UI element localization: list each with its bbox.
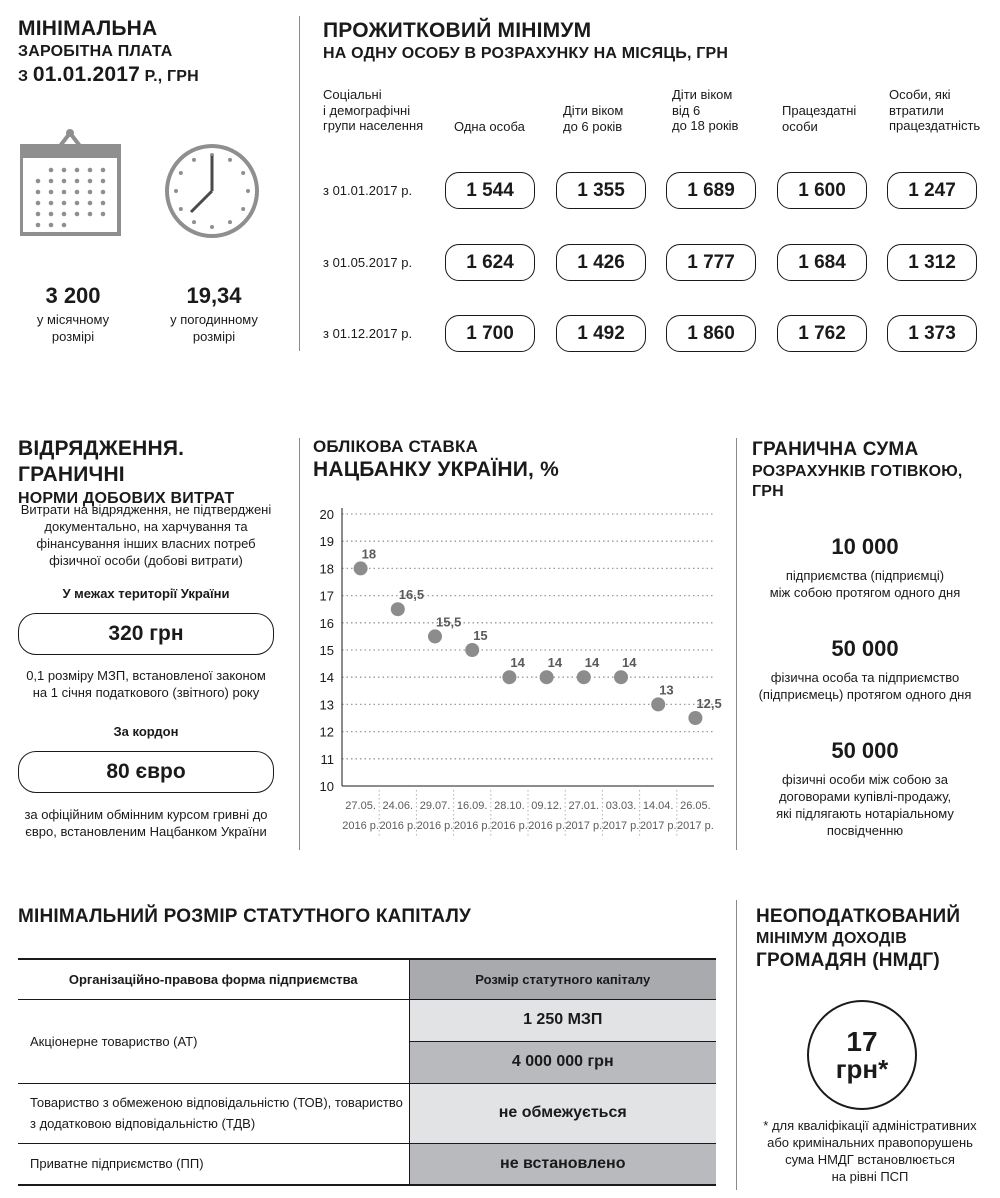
x-tick-label: 27.01.: [568, 800, 600, 812]
table-cell: не встановлено: [409, 1143, 716, 1185]
y-tick-label: 10: [319, 779, 334, 794]
ndmg-title: НЕОПОДАТКОВАНИЙ МІНІМУМ ДОХОДІВ ГРОМАДЯН (НМДГ): [756, 906, 961, 971]
value-pill: 1 600: [777, 172, 867, 209]
abroad-note: за офіційним обмінним курсом гривні до євро, встановленим Нацбанком України: [24, 807, 268, 839]
cash-title: ГРАНИЧНА СУМА РОЗРАХУНКІВ ГОТІВКОЮ, ГРН: [752, 439, 963, 500]
abroad-value: 80 євро: [18, 751, 274, 793]
monthly-wage: 3 200 у місячному розмірі: [36, 283, 110, 344]
x-tick-label: 09.12.: [531, 800, 562, 812]
table-row: [18, 999, 716, 1041]
x-tick-label: 2016 р.: [528, 820, 565, 832]
y-tick-label: 15: [319, 643, 334, 658]
cash-item: 50 000 фізичні особи між собою за договорами купівлі-продажу, які підлягають нотаріальному посвідченню: [776, 738, 954, 838]
cash-item: 50 000 фізична особа та підприємство (підприємець) протягом одного дня: [758, 636, 972, 702]
value-pill: 1 247: [887, 172, 977, 209]
data-point: [688, 711, 702, 725]
row-date: з 01.05.2017 р.: [323, 255, 413, 270]
table-cell: Товариство з обмеженою відповідальністю (ТОВ), товариство з додатковою відповідальністю (ТДВ): [18, 1083, 409, 1143]
y-tick-label: 18: [319, 561, 334, 577]
domestic-note: 0,1 розміру МЗП, встановленої законом на 1 січня податкового (звітного) року: [26, 668, 266, 700]
data-point: [651, 697, 665, 711]
hourly-wage: 19,34 у погодинному розмірі: [170, 283, 258, 344]
value-pill: 1 684: [777, 244, 867, 281]
data-label: 16,5: [398, 587, 425, 603]
travel-title: ВІДРЯДЖЕННЯ. ГРАНИЧНІ НОРМИ ДОБОВИХ ВИТРАТ: [18, 437, 235, 507]
divider: [736, 438, 737, 850]
min-wage-title: МІНІМАЛЬНА ЗАРОБІТНА ПЛАТА З 01.01.2017 Р., ГРН: [18, 17, 199, 87]
capital-title: МІНІМАЛЬНИЙ РОЗМІР СТАТУТНОГО КАПІТАЛУ: [18, 906, 472, 927]
subsistence-header-workers: Працездатні особи: [782, 103, 857, 134]
divider: [736, 900, 737, 1190]
x-tick-label: 27.05.: [345, 800, 376, 812]
data-point: [614, 670, 628, 684]
abroad-label: За кордон: [113, 724, 179, 739]
table-cell: Приватне підприємство (ПП): [18, 1143, 409, 1185]
capital-table: [18, 958, 716, 1186]
subsistence-header-group: Соціальні і демографічні групи населення: [323, 87, 424, 134]
value-pill: 1 762: [777, 315, 867, 352]
ndmg-note: * для кваліфікації адміністративних або кримінальних правопорушень сума НМДГ встановлюється на рівні ПСП: [763, 1118, 977, 1184]
table-cell: 4 000 000 грн: [409, 1041, 716, 1083]
subsistence-header-adult: Одна особа: [454, 119, 525, 134]
x-tick-label: 29.07.: [419, 800, 451, 812]
x-tick-label: 28.10.: [494, 800, 525, 812]
data-point: [354, 561, 368, 575]
data-point: [428, 629, 442, 643]
calendar-icon: [20, 128, 122, 238]
table-row: [18, 1083, 716, 1143]
value-pill: 1 312: [887, 244, 977, 281]
data-point: [540, 670, 554, 684]
x-tick-label: 14.04.: [642, 800, 674, 812]
table-header-row: [18, 959, 716, 999]
data-point: [465, 643, 479, 657]
data-point: [502, 670, 516, 684]
data-point: [577, 670, 591, 684]
table-cell: не обмежується: [409, 1083, 716, 1143]
subsistence-title: ПРОЖИТКОВИЙ МІНІМУМ НА ОДНУ ОСОБУ В РОЗРАХУНКУ НА МІСЯЦЬ, ГРН: [323, 19, 729, 63]
table-header: Розмір статутного капіталу: [409, 959, 716, 999]
table-row: [18, 1143, 716, 1185]
y-tick-label: 12: [319, 724, 334, 740]
subsistence-header-kids18: Діти віком від 6 до 18 років: [672, 87, 739, 134]
x-tick-label: 03.03.: [605, 800, 637, 812]
data-label: 13: [659, 682, 674, 698]
ndmg-badge: 17 грн*: [807, 1000, 917, 1110]
y-tick-label: 17: [319, 588, 334, 604]
row-date: з 01.12.2017 р.: [323, 326, 413, 341]
value-pill: 1 355: [556, 172, 646, 209]
x-tick-label: 2016 р.: [491, 820, 528, 832]
x-tick-label: 26.05.: [680, 800, 711, 812]
chart-title: ОБЛІКОВА СТАВКА НАЦБАНКУ УКРАЇНИ, %: [313, 437, 559, 482]
x-tick-label: 2017 р.: [677, 820, 714, 832]
x-tick-label: 2016 р.: [342, 820, 379, 832]
y-tick-label: 19: [319, 534, 334, 550]
value-pill: 1 860: [666, 315, 756, 352]
subsistence-header-disabled: Особи, які втратили працездатність: [889, 87, 981, 134]
y-tick-label: 11: [320, 751, 334, 767]
table-header: Організаційно-правова форма підприємства: [18, 959, 409, 999]
divider: [299, 16, 300, 351]
y-tick-label: 14: [319, 670, 334, 686]
data-point: [391, 602, 405, 616]
data-label: 15: [473, 628, 488, 643]
y-tick-label: 16: [319, 615, 334, 631]
table-cell: Акціонерне товариство (АТ): [18, 999, 409, 1083]
discount-rate-chart: [300, 495, 730, 855]
value-pill: 1 544: [445, 172, 535, 209]
x-tick-label: 2017 р.: [602, 820, 640, 832]
data-label: 15,5: [436, 614, 462, 630]
x-tick-label: 2017 р.: [639, 820, 677, 832]
x-tick-label: 2016 р.: [379, 820, 417, 832]
value-pill: 1 492: [556, 315, 646, 352]
travel-description: Витрати на відрядження, не підтверджені документально, на харчування та фінансування інших власних потреб фізичної особи (добові витрати): [20, 502, 272, 568]
x-tick-label: 2017 р.: [565, 820, 603, 832]
row-date: з 01.01.2017 р.: [323, 183, 413, 198]
data-label: 18: [361, 546, 377, 562]
domestic-value: 320 грн: [18, 613, 274, 655]
value-pill: 1 624: [445, 244, 535, 281]
data-label: 12,5: [696, 696, 722, 711]
domestic-label: У межах території України: [62, 586, 230, 601]
value-pill: 1 426: [556, 244, 646, 281]
table-cell: 1 250 МЗП: [409, 999, 716, 1041]
x-tick-label: 2016 р.: [453, 820, 491, 832]
x-tick-label: 16.09.: [456, 800, 488, 812]
x-tick-label: 24.06.: [382, 800, 414, 812]
y-tick-label: 20: [319, 507, 334, 522]
clock-icon: [163, 142, 261, 240]
cash-item: 10 000 підприємства (підприємці) між собою протягом одного дня: [769, 534, 961, 600]
data-label: 14: [510, 655, 525, 671]
x-tick-label: 2016 р.: [416, 820, 454, 832]
value-pill: 1 373: [887, 315, 977, 352]
value-pill: 1 689: [666, 172, 756, 209]
data-label: 14: [622, 655, 637, 671]
subsistence-header-kids6: Діти віком до 6 років: [563, 103, 624, 134]
data-label: 14: [547, 655, 563, 671]
y-tick-label: 13: [319, 697, 334, 713]
data-label: 14: [584, 655, 600, 671]
value-pill: 1 777: [666, 244, 756, 281]
value-pill: 1 700: [445, 315, 535, 352]
